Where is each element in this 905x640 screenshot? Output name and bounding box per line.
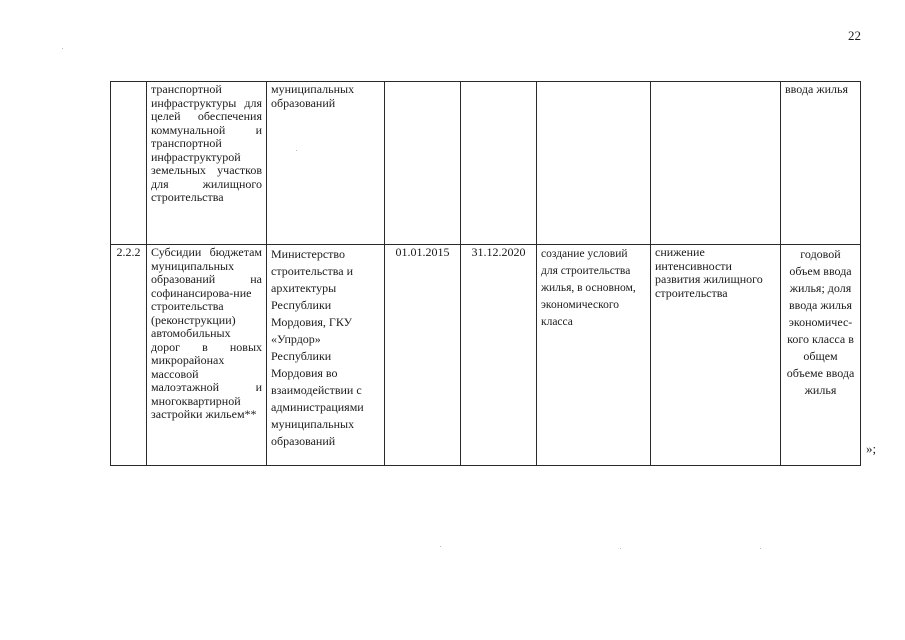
table-row xyxy=(111,82,861,245)
scan-speck xyxy=(440,546,441,547)
scan-speck xyxy=(760,548,761,549)
cell-expected-result xyxy=(537,82,651,245)
cell-end-date xyxy=(461,82,537,245)
cell-measure-name: Субсидии бюджетам муниципальных образований на софинансирова-ние строительства (реконструкции) автомобильных дорог в новых микрорайонах массовой малоэтажной и многоквартирной застройки жильем** xyxy=(147,245,267,466)
cell-measure-name: транспортной инфраструктуры для целей обеспечения коммунальной и транспортной инфраструктурой земельных участков для жилищного строительства xyxy=(147,82,267,245)
scan-speck xyxy=(620,548,621,549)
measures-table xyxy=(110,81,861,466)
cell-indicator: годовой объем ввода жилья; доля ввода жилья экономичес-кого класса в общем объеме ввода жилья xyxy=(781,245,861,466)
cell-start-date: 01.01.2015 xyxy=(385,245,461,466)
cell-number xyxy=(111,82,147,245)
scan-speck xyxy=(62,48,63,49)
cell-consequence xyxy=(651,82,781,245)
closing-quote: »; xyxy=(866,441,877,456)
scan-speck xyxy=(296,150,297,151)
cell-number: 2.2.2 xyxy=(111,245,147,466)
cell-consequence: снижение интенсивности развития жилищного строительства xyxy=(651,245,781,466)
cell-start-date xyxy=(385,82,461,245)
table-row xyxy=(111,245,861,466)
cell-expected-result: создание условий для строительства жилья, в основном, экономического класса xyxy=(537,245,651,466)
cell-indicator: ввода жилья xyxy=(781,82,861,245)
page-number: 22 xyxy=(848,28,861,43)
cell-executor: Министерство строительства и архитектуры Республики Мордовия, ГКУ «Упрдор» Республики Мордовия во взаимодействии с администрациями муниципальных образований xyxy=(267,245,385,466)
cell-executor: муниципальных образований xyxy=(267,82,385,245)
cell-end-date: 31.12.2020 xyxy=(461,245,537,466)
